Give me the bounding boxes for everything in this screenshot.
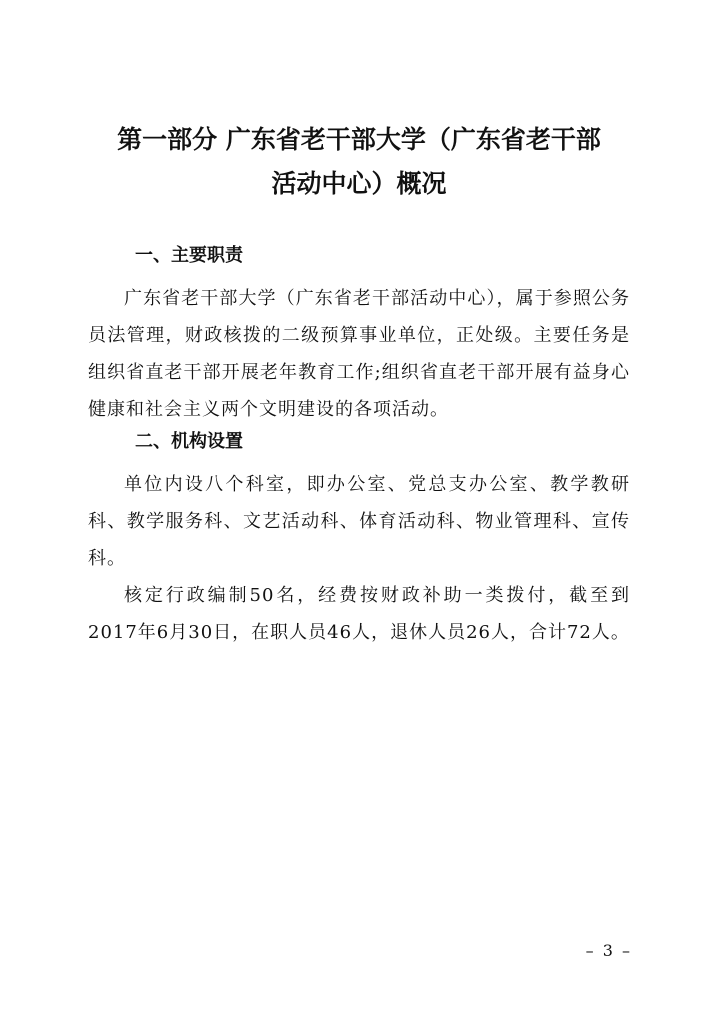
document-title-line-1: 第一部分 广东省老干部大学（广东省老干部 (117, 125, 601, 154)
document-title-line-2: 活动中心）概况 (271, 169, 447, 198)
paragraph-departments: 单位内设八个科室，即办公室、党总支办公室、教学教研科、教学服务科、文艺活动科、体育活动科、物业管理科、宣传科。 (88, 474, 630, 569)
paragraph-staffing: 核定行政编制50名，经费按财政补助一类拨付，截至到2017年6月30日，在职人员46人，退休人员26人，合计72人。 (88, 585, 630, 643)
section-heading-main-duties: 一、主要职责 (135, 245, 243, 266)
section-heading-organization: 二、机构设置 (135, 431, 243, 452)
page-number: – 3 – (585, 941, 632, 960)
paragraph-main-duties: 广东省老干部大学（广东省老干部活动中心），属于参照公务员法管理，财政核拨的二级预算事业单位，正处级。主要任务是组织省直老干部开展老年教育工作;组织省直老干部开展有益身心健康和社会主义两个文明建设的各项活动。 (88, 288, 630, 420)
